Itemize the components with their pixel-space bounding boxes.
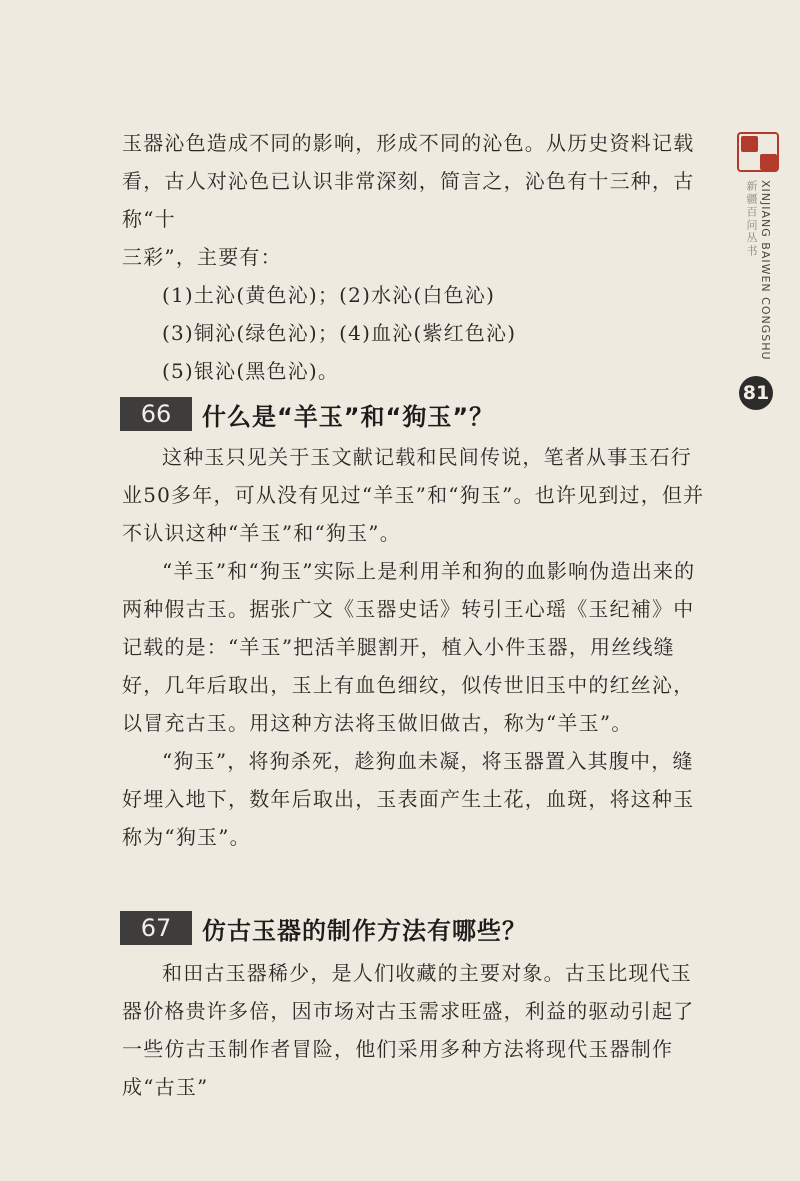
page-number: 81 — [739, 376, 773, 410]
paragraph: 和田古玉器稀少，是人们收藏的主要对象。古玉比现代玉器价格贵许多倍，因市场对古玉需求旺盛，利益的驱动引起了一些仿古玉制作者冒险，他们采用多种方法将现代玉器制作成“古玉” — [122, 961, 695, 1099]
intro-block — [122, 124, 712, 390]
section-number: 67 — [120, 911, 192, 945]
intro-line-3: 三彩”，主要有： — [122, 245, 282, 269]
intro-line-2: 看，古人对沁色已认识非常深刻，简言之，沁色有十三种，古称“十 — [122, 169, 695, 231]
paragraph: “狗玉”，将狗杀死，趁狗血未凝，将玉器置入其腹中，缝好埋入地下，数年后取出，玉表面产生土花，血斑，将这种玉称为“狗玉”。 — [122, 749, 695, 849]
paragraph: 这种玉只见关于玉文献记载和民间传说，笔者从事玉石行业50多年，可从没有见过“羊玉”和“狗玉”。也许见到过，但并不认识这种“羊玉”和“狗玉”。 — [122, 445, 705, 545]
series-title-cn: 新疆百问丛书 — [745, 180, 758, 258]
section-title: 仿古玉器的制作方法有哪些？ — [202, 916, 527, 945]
intro-line-1: 玉器沁色造成不同的影响，形成不同的沁色。从历史资料记载 — [122, 131, 695, 155]
section-67-heading — [120, 908, 527, 948]
series-logo-icon — [737, 132, 779, 172]
section-title: 什么是“羊玉”和“狗玉”？ — [202, 402, 495, 431]
section-66-body — [122, 438, 712, 856]
series-title-pinyin: XINJIANG BAIWEN CONGSHU — [759, 180, 772, 361]
section-67-body — [122, 954, 712, 1106]
list-item: (3)铜沁(绿色沁)；(4)血沁(紫红色沁) — [162, 321, 517, 345]
list-item: (1)土沁(黄色沁)；(2)水沁(白色沁) — [162, 283, 496, 307]
list-item: (5)银沁(黑色沁)。 — [162, 359, 340, 383]
section-66-heading — [120, 394, 494, 434]
paragraph: “羊玉”和“狗玉”实际上是利用羊和狗的血影响伪造出来的两种假古玉。据张广文《玉器史话》转引王心瑶《玉纪補》中记载的是：“羊玉”把活羊腿割开，植入小件玉器，用丝线缝好，几年后取出，玉上有血色细纹，似传世旧玉中的红丝沁，以冒充古玉。用这种方法将玉做旧做古，称为“羊玉”。 — [122, 559, 696, 735]
section-number: 66 — [120, 397, 192, 431]
